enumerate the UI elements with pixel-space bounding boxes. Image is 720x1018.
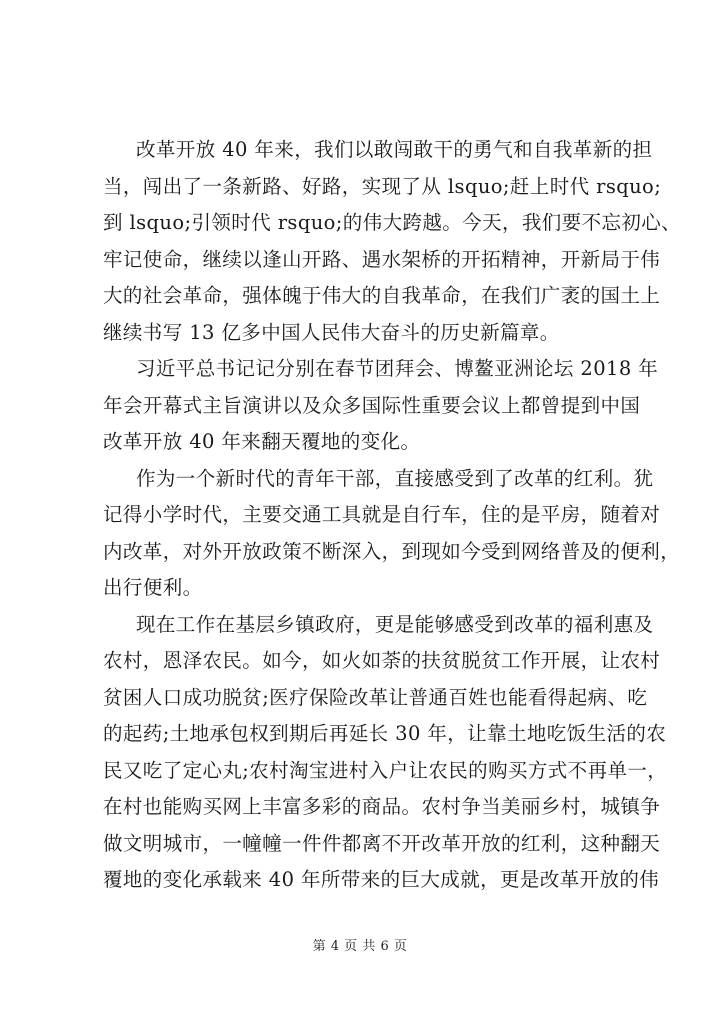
text-line: 农村，恩泽农民。如今，如火如荼的扶贫脱贫工作开展，让农村 [103,649,661,672]
text-line: 的起药;土地承包权到期后再延长 30 年，让靠土地吃饭生活的农 [103,722,667,745]
text-line: 改革开放 40 年来翻天覆地的变化。 [103,430,421,453]
text-line: 当，闯出了一条新路、好路，实现了从 lsquo;赶上时代 rsquo; [103,174,662,198]
page-footer [0,935,720,954]
text-line: 习近平总书记记分别在春节团拜会、博鳌亚洲论坛 2018 年 [136,357,659,380]
paragraph-4 [103,607,668,899]
text-line: 到 lsquo;引领时代 rsquo;的伟大跨越。今天，我们要不忘初心、 [103,211,682,234]
paragraph-1 [103,132,682,351]
text-line: 年会开幕式主旨演讲以及众多国际性重要会议上都曾提到中国 [103,393,641,417]
paragraph-2 [103,351,659,461]
text-line: 在村也能购买网上丰富多彩的商品。农村争当美丽乡村，城镇争 [103,795,661,818]
text-line: 内改革，对外开放政策不断深入，到现如今受到网络普及的便利， [103,539,681,563]
text-line: 现在工作在基层乡镇政府，更是能够感受到改革的福利惠及 [136,612,654,636]
paragraph-3 [103,461,681,607]
text-line: 继续书写 13 亿多中国人民伟大奋斗的历史新篇章。 [103,320,560,344]
text-line: 贫困人口成功脱贫;医疗保险改革让普通百姓也能看得起病、吃 [103,685,648,709]
text-line: 出行便利。 [103,576,203,599]
text-line: 牢记使命，继续以逢山开路、遇水架桥的开拓精神，开新局于伟 [103,247,661,271]
text-line: 大的社会革命，强体魄于伟大的自我革命，在我们广袤的国土上 [103,284,661,307]
text-line: 作为一个新时代的青年干部，直接感受到了改革的红利。犹 [136,466,654,490]
text-line: 做文明城市，一幢幢一件件都离不开改革开放的红利，这种翻天 [103,831,661,855]
text-line: 记得小学时代，主要交通工具就是自行车，住的是平房，随着对 [103,503,661,526]
text-line: 覆地的变化承载来 40 年所带来的巨大成就，更是改革开放的伟 [103,868,660,891]
page-number-label: 第 4 页 共 6 页 [312,939,408,954]
text-line: 改革开放 40 年来，我们以敢闯敢干的勇气和自我革新的担 [136,138,653,161]
text-line: 民又吃了定心丸;农村淘宝进村入户让农民的购买方式不再单一， [103,758,668,782]
document-body [103,132,682,899]
